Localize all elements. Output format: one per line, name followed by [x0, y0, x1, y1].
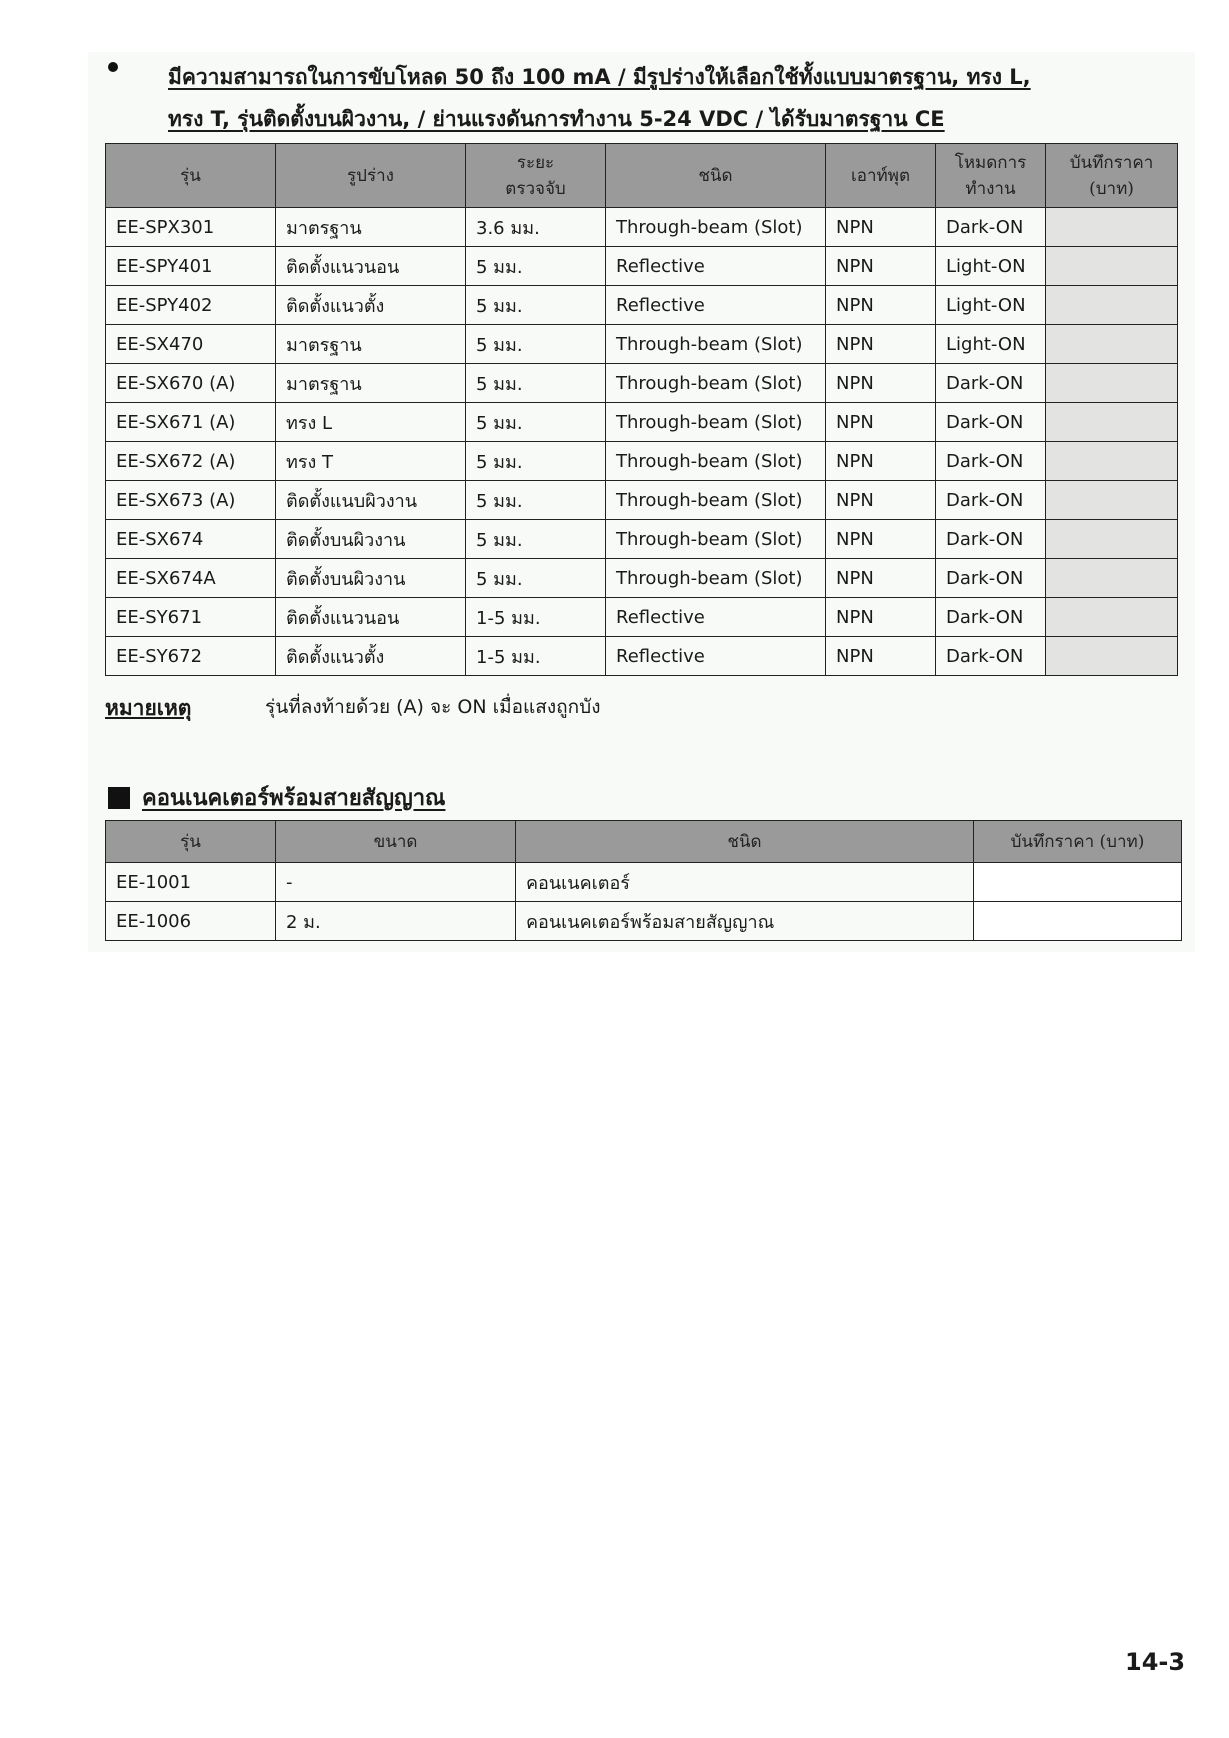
- table-row: [106, 520, 1178, 559]
- table-cell: EE-SX674A: [106, 559, 276, 598]
- note-label: หมายเหตุ: [105, 696, 192, 720]
- table-cell: NPN: [826, 559, 936, 598]
- table-cell: 5 มม.: [466, 286, 606, 325]
- header-model: รุ่น: [106, 144, 276, 208]
- header-shape: รูปร่าง: [276, 144, 466, 208]
- header-model: รุ่น: [106, 821, 276, 863]
- table-cell: NPN: [826, 364, 936, 403]
- table-cell: ติดตั้งบนผิวงาน: [276, 520, 466, 559]
- header-size: ขนาด: [276, 821, 516, 863]
- table-cell: EE-SX670 (A): [106, 364, 276, 403]
- table-cell: EE-SPY401: [106, 247, 276, 286]
- table-cell: [1046, 520, 1178, 559]
- connector-table: [105, 820, 1182, 941]
- table-cell: [1046, 559, 1178, 598]
- table-cell: ติดตั้งแนวตั้ง: [276, 286, 466, 325]
- table-cell: EE-1006: [106, 902, 276, 941]
- table-cell: 5 มม.: [466, 442, 606, 481]
- table-cell: [1046, 247, 1178, 286]
- table-cell: 5 มม.: [466, 559, 606, 598]
- page-number: 14-3: [1125, 1648, 1186, 1676]
- table-cell: [1046, 286, 1178, 325]
- table-cell: NPN: [826, 325, 936, 364]
- connector-table-body: [106, 863, 1182, 941]
- note: [105, 692, 601, 725]
- table-cell: 1-5 มม.: [466, 598, 606, 637]
- bullet-icon: [108, 62, 118, 72]
- table-cell: คอนเนคเตอร์พร้อมสายสัญญาณ: [516, 902, 974, 941]
- square-bullet-icon: [108, 787, 130, 809]
- table-row: [106, 208, 1178, 247]
- table-cell: ติดตั้งแนบผิวงาน: [276, 481, 466, 520]
- table-row: [106, 403, 1178, 442]
- table-cell: Through-beam (Slot): [606, 403, 826, 442]
- table-row: [106, 325, 1178, 364]
- table-cell: [1046, 637, 1178, 676]
- table-cell: Through-beam (Slot): [606, 442, 826, 481]
- table-cell: 5 มม.: [466, 247, 606, 286]
- table-cell: -: [276, 863, 516, 902]
- table-cell: [1046, 598, 1178, 637]
- table-cell: NPN: [826, 247, 936, 286]
- table-cell: [974, 902, 1182, 941]
- table-cell: 1-5 มม.: [466, 637, 606, 676]
- intro-line-1: มีความสามารถในการขับโหลด 50 ถึง 100 mA / มีรูปร่างให้เลือกใช้ทั้งแบบมาตรฐาน, ทรง L,: [168, 65, 1031, 89]
- table-cell: Light-ON: [936, 325, 1046, 364]
- table-row: [106, 442, 1178, 481]
- table-cell: ทรง L: [276, 403, 466, 442]
- table-cell: [1046, 442, 1178, 481]
- table-cell: Dark-ON: [936, 637, 1046, 676]
- table-row: [106, 247, 1178, 286]
- table-cell: Dark-ON: [936, 442, 1046, 481]
- table-cell: Reflective: [606, 637, 826, 676]
- table-cell: ติดตั้งแนวนอน: [276, 247, 466, 286]
- table-cell: 3.6 มม.: [466, 208, 606, 247]
- table-row: [106, 559, 1178, 598]
- table-row: [106, 286, 1178, 325]
- table-cell: 5 มม.: [466, 481, 606, 520]
- connector-section-title: คอนเนคเตอร์พร้อมสายสัญญาณ: [108, 780, 445, 815]
- sensor-table-header: [106, 144, 1178, 208]
- table-row: [106, 598, 1178, 637]
- note-text: รุ่นที่ลงท้ายด้วย (A) จะ ON เมื่อแสงถูกบัง: [265, 696, 601, 718]
- table-cell: มาตรฐาน: [276, 325, 466, 364]
- table-cell: Dark-ON: [936, 208, 1046, 247]
- table-cell: 5 มม.: [466, 364, 606, 403]
- table-cell: Dark-ON: [936, 559, 1046, 598]
- table-cell: NPN: [826, 442, 936, 481]
- header-type: ชนิด: [606, 144, 826, 208]
- table-cell: ทรง T: [276, 442, 466, 481]
- table-cell: Dark-ON: [936, 520, 1046, 559]
- table-cell: 2 ม.: [276, 902, 516, 941]
- table-cell: มาตรฐาน: [276, 208, 466, 247]
- table-cell: EE-SX470: [106, 325, 276, 364]
- table-cell: Through-beam (Slot): [606, 481, 826, 520]
- table-cell: EE-SPY402: [106, 286, 276, 325]
- table-row: [106, 902, 1182, 941]
- connector-table-header: [106, 821, 1182, 863]
- table-cell: Reflective: [606, 247, 826, 286]
- table-cell: ติดตั้งแนวนอน: [276, 598, 466, 637]
- table-cell: [1046, 481, 1178, 520]
- table-cell: ติดตั้งแนวตั้ง: [276, 637, 466, 676]
- table-cell: Through-beam (Slot): [606, 559, 826, 598]
- table-cell: Reflective: [606, 598, 826, 637]
- sensor-table-body: [106, 208, 1178, 676]
- table-cell: ติดตั้งบนผิวงาน: [276, 559, 466, 598]
- table-cell: EE-SX672 (A): [106, 442, 276, 481]
- table-cell: Reflective: [606, 286, 826, 325]
- header-price: บันทึกราคา (บาท): [1046, 144, 1178, 208]
- table-row: [106, 863, 1182, 902]
- intro-line-2: ทรง T, รุ่นติดตั้งบนผิวงาน, / ย่านแรงดันการทำงาน 5-24 VDC / ได้รับมาตรฐาน CE: [168, 107, 945, 131]
- table-cell: EE-SX671 (A): [106, 403, 276, 442]
- table-row: [106, 637, 1178, 676]
- table-cell: [1046, 364, 1178, 403]
- table-cell: Light-ON: [936, 247, 1046, 286]
- table-cell: Dark-ON: [936, 403, 1046, 442]
- table-cell: Light-ON: [936, 286, 1046, 325]
- table-cell: EE-1001: [106, 863, 276, 902]
- table-cell: EE-SX674: [106, 520, 276, 559]
- table-cell: EE-SY671: [106, 598, 276, 637]
- table-cell: NPN: [826, 403, 936, 442]
- table-cell: Through-beam (Slot): [606, 520, 826, 559]
- table-row: [106, 364, 1178, 403]
- table-cell: 5 มม.: [466, 403, 606, 442]
- table-cell: EE-SPX301: [106, 208, 276, 247]
- table-cell: Through-beam (Slot): [606, 208, 826, 247]
- table-cell: NPN: [826, 286, 936, 325]
- table-cell: NPN: [826, 208, 936, 247]
- table-cell: [1046, 325, 1178, 364]
- header-mode: โหมดการ ทำงาน: [936, 144, 1046, 208]
- table-cell: 5 มม.: [466, 520, 606, 559]
- table-cell: มาตรฐาน: [276, 364, 466, 403]
- table-cell: Dark-ON: [936, 364, 1046, 403]
- table-cell: คอนเนคเตอร์: [516, 863, 974, 902]
- sensor-table: [105, 143, 1178, 676]
- table-cell: Dark-ON: [936, 598, 1046, 637]
- table-cell: [974, 863, 1182, 902]
- table-cell: NPN: [826, 637, 936, 676]
- table-row: [106, 481, 1178, 520]
- table-cell: NPN: [826, 481, 936, 520]
- table-cell: NPN: [826, 520, 936, 559]
- table-cell: [1046, 208, 1178, 247]
- header-range: ระยะ ตรวจจับ: [466, 144, 606, 208]
- table-cell: 5 มม.: [466, 325, 606, 364]
- header-output: เอาท์พุต: [826, 144, 936, 208]
- header-type: ชนิด: [516, 821, 974, 863]
- table-cell: Through-beam (Slot): [606, 325, 826, 364]
- table-cell: Dark-ON: [936, 481, 1046, 520]
- table-cell: NPN: [826, 598, 936, 637]
- header-price: บันทึกราคา (บาท): [974, 821, 1182, 863]
- table-cell: Through-beam (Slot): [606, 364, 826, 403]
- table-cell: EE-SY672: [106, 637, 276, 676]
- table-cell: [1046, 403, 1178, 442]
- table-cell: EE-SX673 (A): [106, 481, 276, 520]
